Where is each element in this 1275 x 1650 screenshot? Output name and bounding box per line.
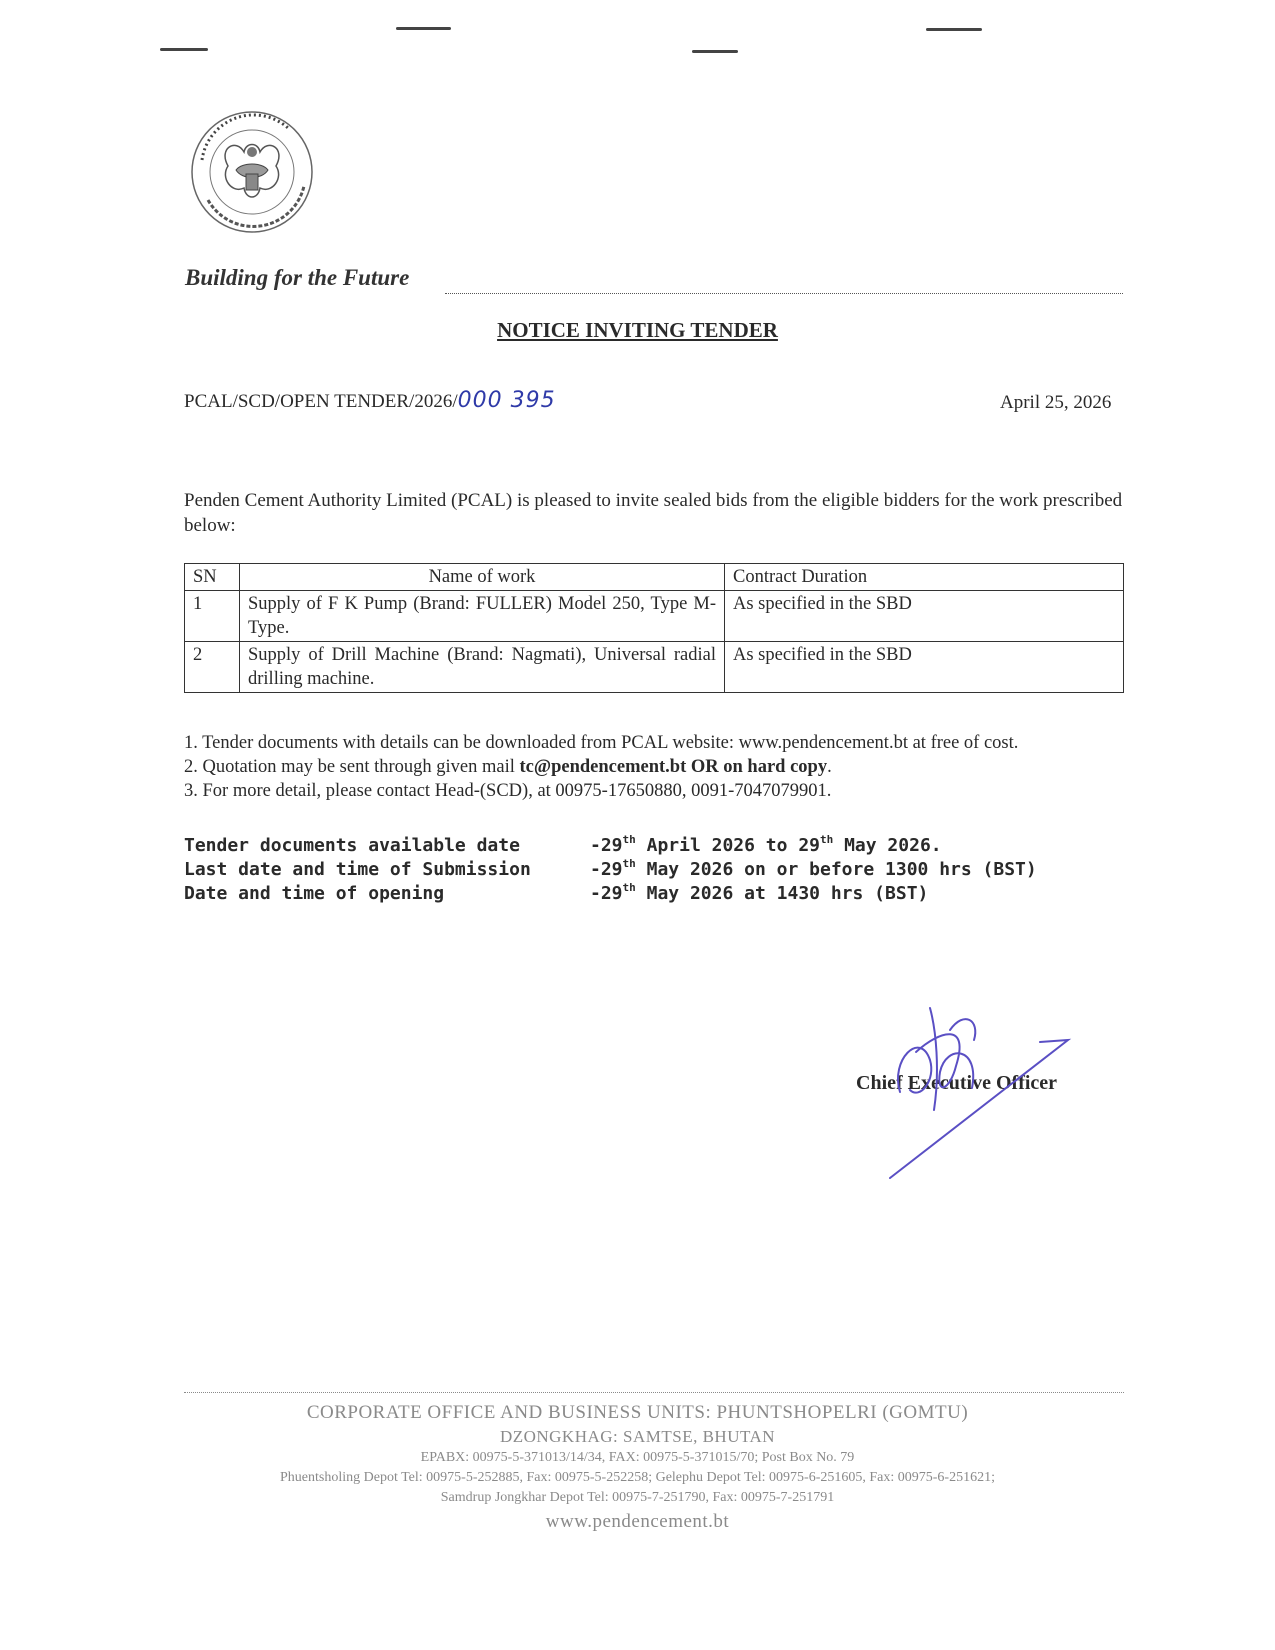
cell-contract-duration: As specified in the SBD <box>725 642 1124 693</box>
value-part: May 2026 on or before 1300 hrs (BST) <box>635 859 1037 880</box>
scan-mark <box>160 48 208 51</box>
value-part: -29 <box>590 835 623 856</box>
schedule-label: Tender documents available date <box>184 835 520 856</box>
schedule-label: Last date and time of Submission <box>184 859 531 880</box>
footer-samdrup-line: Samdrup Jongkhar Depot Tel: 00975-7-251790, Fax: 00975-7-251791 <box>440 1490 835 1505</box>
ordinal-suffix: th <box>820 833 834 846</box>
tender-schedule <box>184 833 1037 906</box>
value-part: -29 <box>590 859 623 880</box>
footer-district-line: DZONGKHAG: SAMTSE, BHUTAN <box>499 1427 776 1446</box>
signatory-title: Chief Executive Officer <box>856 1072 1058 1094</box>
ordinal-suffix: th <box>622 881 636 894</box>
notice-title: NOTICE INVITING TENDER <box>497 318 778 342</box>
company-seal-logo <box>188 108 316 236</box>
reference-number <box>184 388 556 413</box>
note-quotation <box>184 755 1018 779</box>
header-name-of-work: Name of work <box>240 564 725 591</box>
scan-mark <box>692 50 738 53</box>
table-row <box>185 642 1124 693</box>
table-header-row <box>185 564 1124 591</box>
letterhead-footer <box>0 1400 1275 1536</box>
note-download: 1. Tender documents with details can be downloaded from PCAL website: www.pendencement.bt at free of cost. <box>184 733 1019 753</box>
cell-name-of-work: Supply of F K Pump (Brand: FULLER) Model 250, Type M-Type. <box>240 591 725 642</box>
note-quotation-email: tc@pendencement.bt OR on hard copy <box>519 757 828 777</box>
handwritten-signature <box>880 1000 1110 1180</box>
cell-sn: 2 <box>185 642 240 693</box>
motto-divider <box>445 293 1123 294</box>
schedule-value <box>590 858 1037 882</box>
cell-contract-duration: As specified in the SBD <box>725 591 1124 642</box>
note-contact: 3. For more detail, please contact Head-(SCD), at 00975-17650880, 0091-7047079901. <box>184 781 832 801</box>
value-part: May 2026. <box>833 835 942 856</box>
value-part: April 2026 to 29 <box>635 835 820 856</box>
works-table <box>184 563 1124 693</box>
cell-sn: 1 <box>185 591 240 642</box>
footer-divider <box>184 1392 1124 1393</box>
table-row <box>185 591 1124 642</box>
value-part: May 2026 at 1430 hrs (BST) <box>635 883 929 904</box>
footer-website: www.pendencement.bt <box>545 1511 730 1532</box>
reference-prefix: PCAL/SCD/OPEN TENDER/2026/ <box>184 391 458 412</box>
schedule-value <box>590 834 942 858</box>
schedule-label: Date and time of opening <box>184 883 445 904</box>
cell-name-of-work: Supply of Drill Machine (Brand: Nagmati), Universal radial drilling machine. <box>240 642 725 693</box>
schedule-row-opening <box>184 881 929 906</box>
scan-mark <box>926 28 982 31</box>
schedule-value <box>590 882 928 906</box>
header-contract-duration: Contract Duration <box>725 564 1124 591</box>
notes-list <box>184 731 1018 803</box>
company-motto: Building for the Future <box>185 265 410 290</box>
value-part: -29 <box>590 883 623 904</box>
note-quotation-text: 2. Quotation may be sent through given mail <box>184 757 520 777</box>
footer-depots-line: Phuentsholing Depot Tel: 00975-5-252885, Fax: 00975-5-252258; Gelephu Depot Tel: 00975-6-251605, Fax: 00975-6-251621; <box>280 1470 995 1485</box>
schedule-row-submission <box>184 857 1037 882</box>
footer-office-line: CORPORATE OFFICE AND BUSINESS UNITS: PHUNTSHOPELRI (GOMTU) <box>306 1402 969 1423</box>
handwritten-reference-number: 000 395 <box>457 388 556 413</box>
scan-mark <box>396 27 451 30</box>
notice-date: April 25, 2026 <box>1000 392 1112 413</box>
header-sn: SN <box>185 564 240 591</box>
ordinal-suffix: th <box>622 833 636 846</box>
schedule-row-available <box>184 833 942 858</box>
footer-epabx-line: EPABX: 00975-5-371013/14/34, FAX: 00975-5-371015/70; Post Box No. 79 <box>420 1450 855 1465</box>
ordinal-suffix: th <box>622 857 636 870</box>
note-quotation-end: . <box>827 757 832 777</box>
intro-paragraph: Penden Cement Authority Limited (PCAL) is pleased to invite sealed bids from the eligible bidders for the work prescribed below: <box>184 490 1123 536</box>
